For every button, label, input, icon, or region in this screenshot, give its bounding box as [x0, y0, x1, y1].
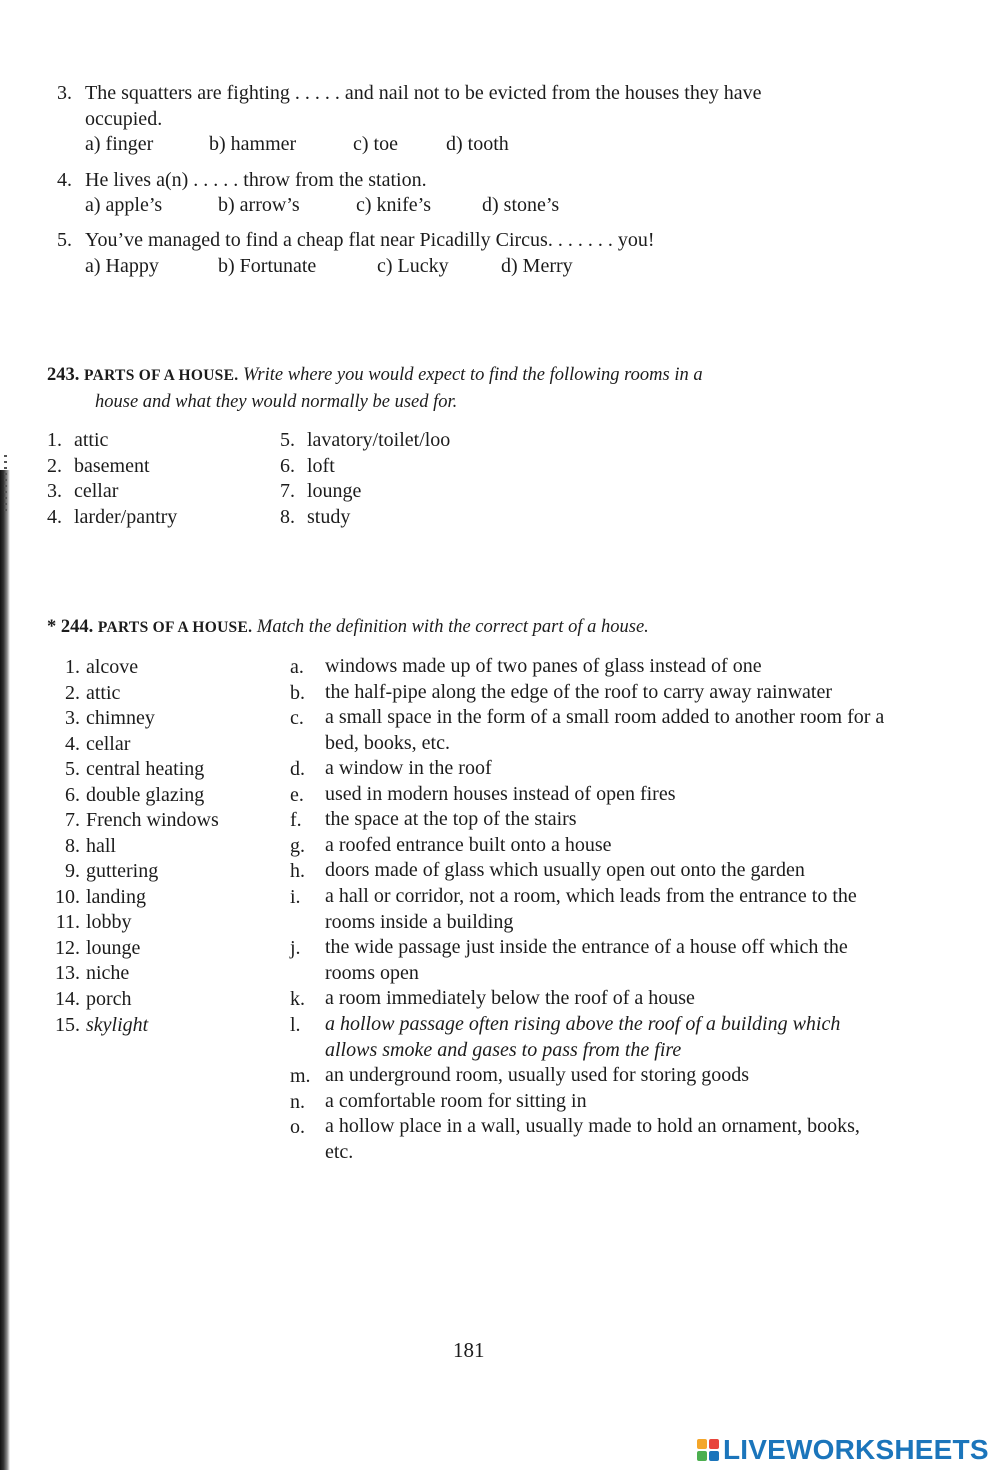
worksheet-page: 3. The squatters are fighting . . . . . and nail not to be evicted from the houses they have occupied. a) finger b) hammer c) toe d) tooth 4. He lives a(n) . . . . . throw from the station. a) apple’s b) arrow’s c) knife’s d) stone’s 5. You’ve managed to find a cheap flat near Picadilly Circus. . . . . . . you! a) Happy b) Fortunate c) Lucky d) Merry 243. PARTS OF A HOUSE. Write where you would expect to find the following rooms in a house and what they would normally be used for. 1. attic 2. basement 3. cellar 4. larder/pantry 5. lavatory/toilet/loo 6. loft 7. lounge 8. study * 244. PARTS OF A HOUSE. Match the definition with the correct part of a house. 1. alcove 2. attic 3. chimney 4. cellar 5. central heating 6. double glazing 7. French windows 8. hall 9. guttering 10. landing 11. lobby 12. lounge 13. niche 14. porch 15. skylight a. windows made up of two panes of glass instead of one b. the half-pipe along the edge of the roof to carry away rainwater c. a small space in the form of a small room added to another room for a bed, books, etc. d. a window in the roof e. used in modern houses instead of open fires f. the space at the top of the stairs g. a roofed entrance built onto a house h. doors made of glass which usually open out onto the garden i. a hall or corridor, not a room, which leads from the entrance to the rooms inside a building j. the wide passage just inside the entrance of a house off which the rooms open k. a room immediately below the roof of a house l. a hollow passage often rising above the roof of a building which allows smoke and gases to pass from the fire m. an underground room, usually used for storing goods n. a comfortable room for sitting in o. a hollow place in a wall, usually made to hold an ornament, books, etc. 181 LIVEWORKSHEETS — [0, 0, 1000, 1472]
question-number: 4. — [57, 169, 72, 191]
logo-tile — [709, 1439, 719, 1449]
definition-text: a hollow passage often rising above the roof of a building which allows smoke and gases to pass from the fire — [325, 1013, 841, 1061]
option-d[interactable]: d) stone’s — [482, 194, 560, 216]
option-b[interactable]: b) Fortunate — [218, 255, 317, 277]
option-b[interactable]: b) arrow’s — [218, 194, 300, 216]
option-c[interactable]: c) knife’s — [356, 194, 431, 216]
liveworksheets-watermark[interactable] — [697, 1434, 989, 1466]
definition-text: doors made of glass which usually open out onto the garden — [325, 859, 805, 881]
question-4 — [57, 167, 892, 193]
definition-text: the half-pipe along the edge of the roof to carry away rainwater — [325, 681, 832, 703]
liveworksheets-logo-icon — [697, 1439, 719, 1461]
question-number: 5. — [57, 229, 72, 251]
definition-letter: h. — [290, 860, 305, 882]
exercise-number: 243. — [47, 365, 80, 385]
question-text-line-1: You’ve managed to find a cheap flat near Picadilly Circus. . . . . . . you! — [85, 229, 655, 251]
definition-letter: g. — [290, 835, 305, 857]
liveworksheets-logo-text: LIVEWORKSHEETS — [723, 1434, 989, 1465]
definition-text: an underground room, usually used for storing goods — [325, 1064, 750, 1086]
definition-text: the wide passage just inside the entrance of a house off which the rooms open — [325, 936, 848, 984]
exercise-instruction-line-2: house and what they would normally be used for. — [95, 392, 458, 412]
question-3-options — [85, 131, 585, 157]
option-d[interactable]: d) Merry — [501, 255, 573, 277]
definition-letter: a. — [290, 656, 304, 678]
definition-text: a hall or corridor, not a room, which leads from the entrance to the rooms inside a building — [325, 885, 857, 933]
definition-text: a window in the roof — [325, 757, 492, 779]
logo-tile — [709, 1451, 719, 1461]
question-number: 3. — [57, 82, 72, 104]
definition-letter: b. — [290, 682, 305, 704]
option-a[interactable]: a) finger — [85, 133, 154, 155]
definition-letter: o. — [290, 1116, 305, 1138]
question-text-line-1: The squatters are fighting . . . . . and nail not to be evicted from the houses they have — [85, 82, 762, 104]
definition-text: the space at the top of the stairs — [325, 808, 577, 830]
definition-text: a small space in the form of a small room added to another room for a bed, books, etc. — [325, 706, 885, 754]
exercise-instruction: Match the definition with the correct part of a house. — [256, 617, 649, 637]
definition-text: a room immediately below the roof of a house — [325, 987, 695, 1009]
question-3 — [57, 80, 892, 132]
option-b[interactable]: b) hammer — [209, 133, 297, 155]
option-d[interactable]: d) tooth — [446, 133, 509, 155]
question-5-options — [85, 253, 605, 279]
definition-text: windows made up of two panes of glass instead of one — [325, 655, 762, 677]
option-c[interactable]: c) toe — [353, 133, 398, 155]
question-4-options — [85, 192, 585, 218]
definition-letter: k. — [290, 988, 305, 1010]
definition-letter: i. — [290, 886, 301, 908]
definition-text: used in modern houses instead of open fires — [325, 783, 676, 805]
definition-letter: m. — [290, 1065, 311, 1087]
question-text-line-2: occupied. — [85, 108, 163, 130]
question-5 — [57, 227, 892, 253]
option-c[interactable]: c) Lucky — [377, 255, 449, 277]
definition-letter: j. — [290, 937, 301, 959]
definition-text: a roofed entrance built onto a house — [325, 834, 612, 856]
definition-letter: l. — [290, 1014, 301, 1036]
definition-letter: f. — [290, 809, 302, 831]
logo-tile — [697, 1439, 707, 1449]
exercise-instruction-line-1: Write where you would expect to find the following rooms in a — [243, 365, 703, 385]
definition-letter: d. — [290, 758, 305, 780]
exercise-243-heading — [47, 362, 897, 416]
definition-letter: c. — [290, 707, 304, 729]
exercise-title: PARTS OF A HOUSE. — [84, 367, 239, 384]
page-binding-ticks — [4, 455, 7, 515]
option-a[interactable]: a) apple’s — [85, 194, 163, 216]
page-binding-shadow — [0, 470, 10, 1470]
definition-text: a hollow place in a wall, usually made to hold an ornament, books, etc. — [325, 1115, 860, 1163]
exercise-number: * 244. — [47, 617, 94, 637]
exercise-244-heading — [47, 614, 897, 640]
definition-letter: e. — [290, 784, 304, 806]
definition-text: a comfortable room for sitting in — [325, 1090, 587, 1112]
exercise-title: PARTS OF A HOUSE. — [97, 619, 253, 636]
page-number: 181 — [453, 1338, 485, 1362]
logo-tile — [697, 1451, 707, 1461]
question-text-line-1: He lives a(n) . . . . . throw from the station. — [85, 169, 427, 191]
option-a[interactable]: a) Happy — [85, 255, 159, 277]
definition-letter: n. — [290, 1091, 305, 1113]
